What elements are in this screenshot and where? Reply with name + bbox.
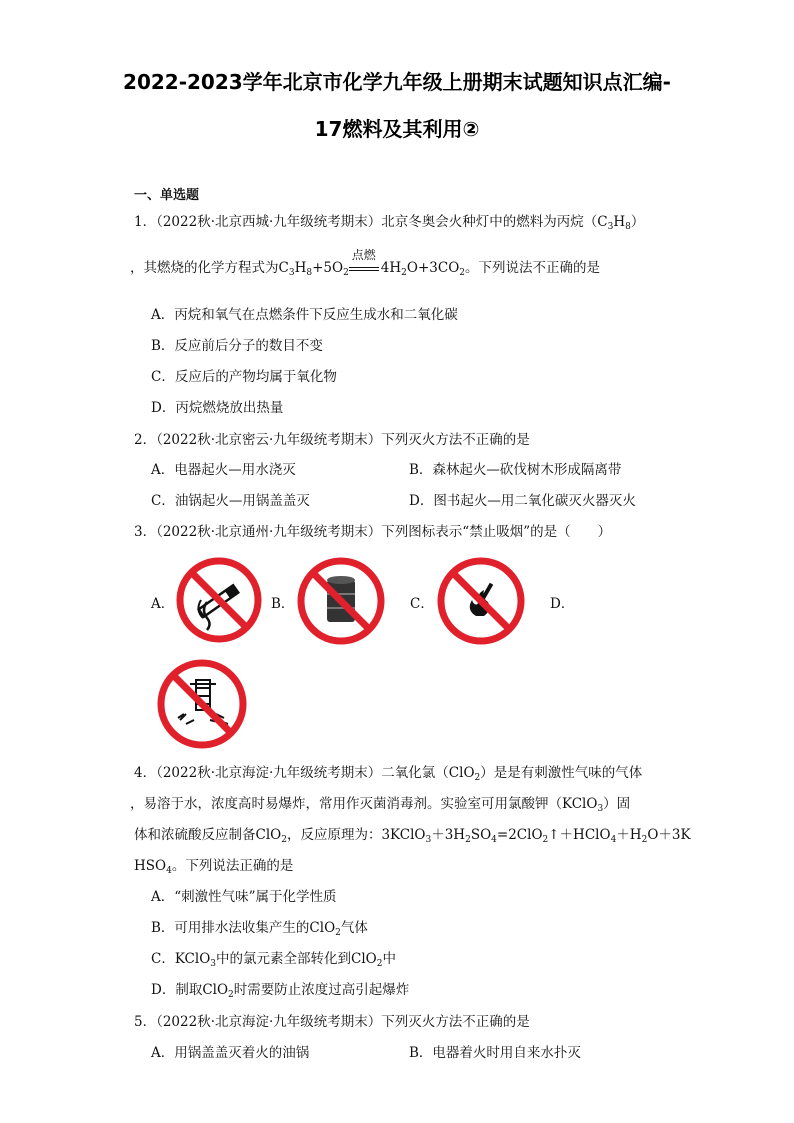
document-title-line-1: 2022-2023学年北京市化学九年级上册期末试题知识点汇编- — [123, 70, 671, 94]
question-number: 2． — [134, 432, 157, 448]
question-1-stem — [134, 212, 644, 232]
reaction-condition: 点燃 — [351, 248, 376, 262]
question-source: （2022秋·北京通州·九年级统考期末） — [156, 524, 382, 540]
formula: ↑＋HClO — [548, 827, 611, 843]
question-text: 体和浓硫酸反应制备ClO — [134, 827, 282, 843]
question-1-option-c[interactable]: C．反应后的产物均属于氧化物 — [151, 369, 337, 385]
question-text: 二氧化氯（ClO — [381, 765, 475, 781]
subscript: 3 — [210, 959, 217, 969]
question-2-option-d[interactable]: D．图书起火—用二氧化碳灭火器灭火 — [409, 493, 636, 509]
option-text: 时需要防止浓度过高引起爆炸 — [233, 982, 410, 998]
question-text: ）固 — [603, 796, 631, 812]
subscript: 8 — [306, 268, 313, 278]
question-1-equation-line — [130, 248, 601, 278]
subscript: 2 — [401, 268, 407, 278]
subscript: 2 — [459, 268, 466, 278]
question-4-option-b[interactable] — [151, 918, 368, 938]
formula: =2ClO — [496, 827, 543, 843]
question-number: 4． — [134, 765, 157, 781]
question-4-option-d[interactable] — [151, 980, 409, 1000]
formula: +5O — [312, 260, 344, 276]
question-text: 。下列说法不正确的是 — [465, 260, 601, 276]
no-fireworks-sign-icon[interactable] — [156, 658, 248, 750]
question-text: 下列灭火方法不正确的是 — [381, 432, 530, 448]
question-4-option-a[interactable]: A．“刺激性气味”属于化学性质 — [151, 889, 337, 905]
question-text: ） — [630, 214, 645, 230]
subscript: 2 — [542, 835, 549, 845]
subscript: 2 — [474, 773, 481, 783]
formula: C — [278, 260, 289, 276]
question-3-label-a[interactable]: A． — [151, 596, 175, 612]
question-5-option-b[interactable]: B．电器着火时用自来水扑灭 — [409, 1045, 581, 1061]
question-2-option-a[interactable]: A．电器起火—用水浇灭 — [151, 462, 296, 478]
question-4-stem-line-4 — [134, 856, 293, 876]
subscript: 2 — [228, 990, 234, 1000]
no-open-flame-sign-icon[interactable] — [436, 556, 526, 646]
document-title-line-2: 17燃料及其利用② — [314, 117, 480, 141]
section-heading: 一、单选题 — [134, 188, 200, 203]
option-text: C．KClO — [151, 951, 211, 967]
subscript: 2 — [281, 835, 287, 845]
question-4-stem-line-2 — [130, 794, 630, 814]
question-text: 。下列说法正确的是 — [171, 858, 294, 874]
question-4-option-c[interactable] — [151, 949, 396, 969]
question-1-option-a[interactable]: A．丙烷和氧气在点燃条件下反应生成水和二氧化碳 — [151, 307, 458, 323]
subscript: 4 — [166, 866, 172, 876]
question-source: （2022秋·北京海淀·九年级统考期末） — [156, 765, 382, 781]
formula: O＋3K — [647, 827, 691, 843]
question-number: 3． — [134, 524, 157, 540]
formula: H — [294, 260, 307, 276]
subscript: 3 — [607, 222, 614, 232]
no-oil-drum-sign-icon[interactable] — [296, 556, 386, 646]
question-3-label-d[interactable]: D． — [550, 596, 575, 612]
question-2-stem — [134, 430, 530, 450]
question-text: ，易溶于水，浓度高时易爆炸，常用作灭菌消毒剂。实验室可用氯酸钾（KClO — [130, 796, 598, 812]
question-source: （2022秋·北京密云·九年级统考期末） — [156, 432, 382, 448]
formula: ＋H — [616, 827, 642, 843]
option-text: D．制取ClO — [151, 982, 229, 998]
formula: HSO — [134, 858, 167, 874]
question-text: ，反应原理为：3KClO — [286, 827, 426, 843]
question-2-option-b[interactable]: B．森林起火—砍伐树木形成隔离带 — [409, 462, 622, 478]
question-5-stem — [134, 1012, 530, 1032]
formula: SO — [470, 827, 492, 843]
option-text: 中的氯元素全部转化到ClO — [216, 951, 377, 967]
question-3-label-c[interactable]: C． — [410, 596, 434, 612]
formula: 4H — [380, 260, 402, 276]
question-3-stem — [134, 522, 611, 542]
option-text: 中 — [382, 951, 396, 967]
subscript: 2 — [465, 835, 471, 845]
question-5-option-a[interactable]: A．用锅盖盖灭着火的油锅 — [151, 1045, 310, 1061]
formula: ＋3H — [431, 827, 466, 843]
question-4-stem-line-1 — [134, 763, 642, 783]
option-text: 气体 — [340, 920, 368, 936]
question-text: 北京冬奥会火种灯中的燃料为丙烷（C — [381, 214, 608, 230]
question-number: 1． — [134, 214, 157, 230]
question-1-option-d[interactable]: D．丙烷燃烧放出热量 — [151, 400, 284, 416]
question-3-label-b[interactable]: B． — [271, 596, 295, 612]
reaction-arrow — [349, 248, 381, 278]
subscript: 3 — [425, 835, 432, 845]
subscript: 2 — [641, 835, 648, 845]
question-2-option-c[interactable]: C．油锅起火—用锅盖盖灭 — [151, 493, 310, 509]
question-source: （2022秋·北京海淀·九年级统考期末） — [156, 1014, 382, 1030]
subscript: 3 — [597, 804, 604, 814]
question-4-stem-line-3 — [134, 825, 691, 845]
subscript: 3 — [288, 268, 295, 278]
question-text: H — [613, 214, 626, 230]
subscript: 2 — [376, 959, 383, 969]
no-smoking-sign-icon[interactable] — [175, 556, 263, 644]
subscript: 4 — [610, 835, 617, 845]
subscript: 4 — [491, 835, 497, 845]
subscript: 2 — [335, 928, 341, 938]
question-source: （2022秋·北京西城·九年级统考期末） — [156, 214, 382, 230]
question-1-option-b[interactable]: B．反应前后分子的数目不变 — [151, 338, 323, 354]
formula: O+3CO — [406, 260, 460, 276]
question-number: 5． — [134, 1014, 157, 1030]
question-text: 下列图标表示“禁止吸烟”的是（ ） — [381, 524, 612, 540]
question-text: ，其燃烧的化学方程式为 — [130, 260, 279, 276]
question-text: ）是是有刺激性气味的气体 — [480, 765, 643, 781]
subscript: 2 — [343, 268, 349, 278]
question-text: 下列灭火方法不正确的是 — [381, 1014, 530, 1030]
subscript: 8 — [625, 222, 631, 232]
option-text: B．可用排水法收集产生的ClO — [151, 920, 336, 936]
